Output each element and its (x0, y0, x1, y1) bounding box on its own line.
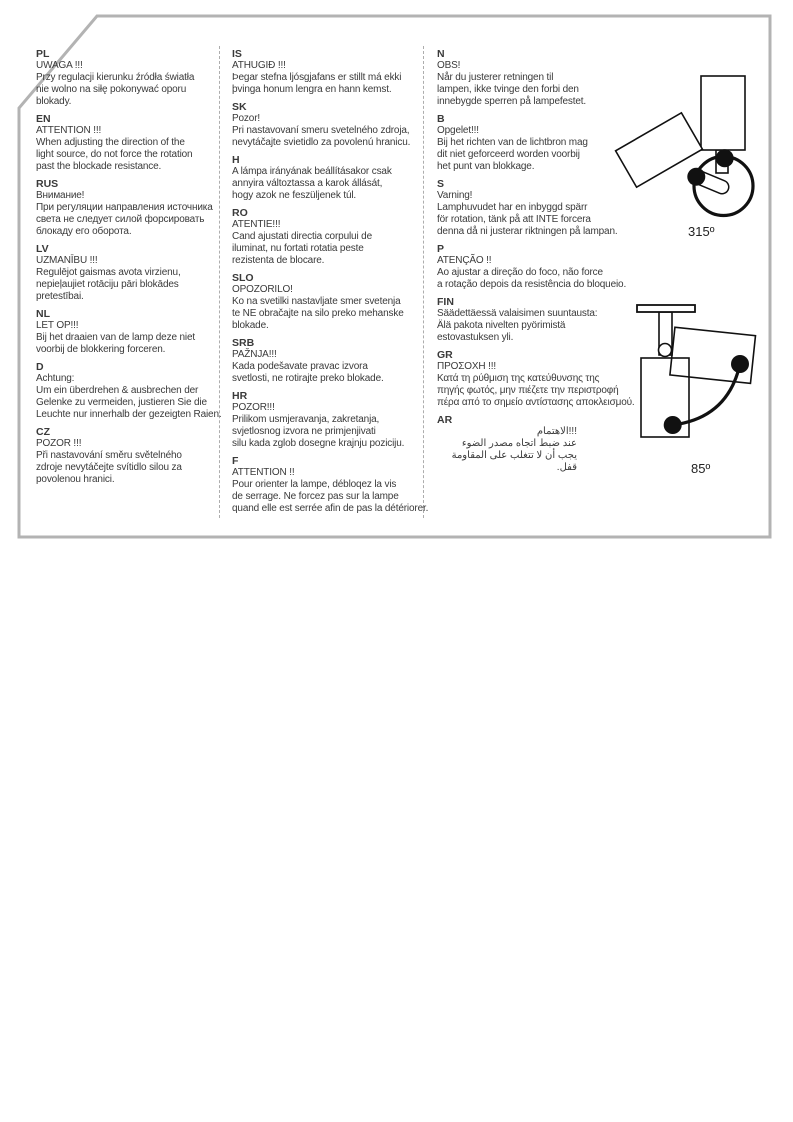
instruction-line: svetlosti, ne rotirajte preko blokade. (232, 373, 384, 384)
instruction-line: ءوضلا ردصم هاجتا طبض دنع (461, 438, 577, 449)
language-code: HR (232, 390, 248, 402)
instruction-line: ةمواقملا ىلع بلغتت ال نأ بجي (451, 450, 577, 461)
text-column-2 (232, 48, 429, 520)
language-section-b (437, 113, 622, 173)
language-code: LV (36, 243, 49, 255)
instruction-line: Przy regulacji kierunku źródła światła (36, 72, 195, 83)
language-section-n (437, 48, 622, 108)
text-column-3 (437, 48, 635, 479)
language-section-sk (232, 101, 417, 149)
ball-joint (659, 344, 672, 357)
instruction-line: .لفق (556, 462, 577, 473)
instruction-line: Pozor! (232, 113, 261, 124)
column-separator (423, 46, 424, 518)
instruction-line: voorbij de blokkering forceren. (36, 344, 166, 355)
language-code: CZ (36, 426, 50, 438)
instruction-line: UWAGA !!! (36, 60, 83, 71)
language-section-cz (36, 426, 221, 486)
instruction-line: Leuchte nur innerhalb der gezeigten Raien. (36, 409, 222, 420)
language-section-srb (232, 337, 417, 385)
instruction-line: πέρα από το σημείο αντίστασης αποκλεισμού. (437, 397, 635, 408)
instruction-line: nepieļaujiet rotāciju pāri blokādes (36, 279, 179, 290)
instruction-line: pretestībai. (36, 291, 84, 302)
instruction-line: POZOR!!! (232, 402, 275, 413)
instruction-line: innebygde sperren på lampefestet. (437, 96, 587, 107)
language-section-d (36, 361, 221, 421)
language-section-lv (36, 243, 221, 303)
language-code: H (232, 154, 240, 166)
language-section-pl (36, 48, 221, 108)
instruction-line: þvinga honum lengra en hann kemst. (232, 84, 392, 95)
rotation-arrow (673, 364, 740, 425)
instruction-line: för rotation, tänk på att INTE forcera (437, 214, 591, 225)
instruction-line: Regulējot gaismas avota virzienu, (36, 267, 181, 278)
language-code: SK (232, 101, 247, 113)
pivot-dot (731, 355, 749, 373)
instruction-line: estovastuksen yli. (437, 332, 514, 343)
instruction-line: مامتهالا!!! (536, 426, 577, 437)
language-section-gr (437, 349, 635, 409)
lamp-head-tilted (670, 327, 756, 383)
instruction-line: Внимание! (36, 190, 85, 201)
instruction-line: Cand ajustati directia corpului de (232, 231, 372, 242)
language-code: EN (36, 113, 51, 125)
instruction-line: Bij het draaien van de lamp deze niet (36, 332, 196, 343)
language-section-s (437, 178, 622, 238)
instruction-line: het punt van blokkage. (437, 161, 535, 172)
language-code: AR (437, 414, 453, 426)
instruction-line: denna då ni justerar riktningen på lampan. (437, 226, 618, 237)
language-section-hr (232, 390, 417, 450)
lamp-head-upright (701, 76, 745, 150)
language-code: IS (232, 48, 242, 60)
instruction-line: света не следует силой форсировать (36, 214, 205, 225)
instruction-line: ATTENTION !! (232, 467, 295, 478)
instruction-line: A lámpa irányának beállításakor csak (232, 166, 392, 177)
instruction-line: ΠΡΟΣΟΧΗ !!! (437, 361, 496, 372)
instruction-line: блокаду его оборота. (36, 226, 132, 237)
instruction-line: lampen, ikke tvinge den forbi den (437, 84, 579, 95)
instruction-line: light source, do not force the rotation (36, 149, 193, 160)
language-code: B (437, 113, 445, 125)
language-section-f (232, 455, 429, 515)
instruction-line: ATTENTION !!! (36, 125, 102, 136)
instruction-line: Ko na svetilki nastavljate smer svetenja (232, 296, 401, 307)
instruction-line: hogy azok ne feszüljenek túl. (232, 190, 357, 201)
instruction-line: Når du justerer retningen til (437, 72, 554, 83)
language-section-nl (36, 308, 221, 356)
instruction-line: Þegar stefna ljósgjafans er stillt má ekki (232, 72, 402, 83)
instruction-line: πηγής φωτός, μην πιέζετε την περιστροφή (437, 385, 619, 396)
instruction-line: LET OP!!! (36, 320, 79, 331)
instruction-line: Achtung: (36, 373, 75, 384)
language-section-fin (437, 296, 622, 344)
instruction-line: annyira változtassa a karok állását, (232, 178, 383, 189)
instruction-line: de serrage. Ne forcez pas sur la lampe (232, 491, 399, 502)
instruction-line: OPOZORILO! (232, 284, 293, 295)
instruction-line: Um ein überdrehen & ausbrechen der (36, 385, 199, 396)
instruction-line: quand elle est serrée afin de pas la détériorer. (232, 503, 429, 514)
instruction-line: povolenou hranici. (36, 474, 115, 485)
language-section-p (437, 243, 627, 291)
language-code: SRB (232, 337, 255, 349)
language-section-slo (232, 272, 417, 332)
rotation-angle-label: 315º (688, 224, 715, 239)
language-code: SLO (232, 272, 254, 284)
language-code: F (232, 455, 239, 467)
language-code: RO (232, 207, 248, 219)
instruction-line: Säädettäessä valaisimen suuntausta: (437, 308, 598, 319)
instruction-line: a rotação depois da resistência do bloqueio. (437, 279, 627, 290)
pivot-dot (716, 149, 734, 167)
instruction-line: te NE obračajte na silo preko mehanske (232, 308, 404, 319)
language-code: S (437, 178, 445, 190)
instruction-line: UZMANĪBU !!! (36, 255, 98, 266)
language-code: NL (36, 308, 50, 320)
instruction-line: blokade. (232, 320, 269, 331)
instruction-line: Opgelet!!! (437, 125, 479, 136)
pivot-dot (687, 168, 705, 186)
instruction-line: ATENTIE!!! (232, 219, 281, 230)
instruction-line: svjetlosnog izvora ne primjenjivati (232, 426, 376, 437)
instruction-line: blokady. (36, 96, 72, 107)
language-section-ro (232, 207, 417, 267)
language-section-ar (437, 414, 622, 474)
instruction-line: ATHUGIÐ !!! (232, 60, 286, 71)
instruction-line: Älä pakota nivelten pyörimistä (437, 320, 566, 331)
instruction-line: Ao ajustar a direção do foco, não force (437, 267, 603, 278)
instruction-line: OBS! (437, 60, 461, 71)
language-code: PL (36, 48, 50, 60)
instruction-line: POZOR !!! (36, 438, 82, 449)
pivot-dot (664, 416, 682, 434)
text-column-1 (36, 48, 221, 491)
instruction-line: nevytáčajte svietidlo za povolenú hranicu. (232, 137, 411, 148)
instruction-line: zdroje nevytáčejte svítidlo silou za (36, 462, 182, 473)
instruction-line: iluminat, nu fortati rotatia peste (232, 243, 364, 254)
language-section-h (232, 154, 417, 202)
ceiling-mount (637, 305, 695, 312)
instruction-line: silu kada zglob dosegne krajnju poziciju. (232, 438, 405, 449)
instruction-line: Varning! (437, 190, 473, 201)
language-section-en (36, 113, 221, 173)
instruction-line: Pri nastavovaní smeru svetelného zdroja, (232, 125, 410, 136)
language-code: P (437, 243, 445, 255)
language-code: RUS (36, 178, 59, 190)
instruction-line: rezistenta de blocare. (232, 255, 325, 266)
instruction-line: Lamphuvudet har en inbyggd spärr (437, 202, 588, 213)
language-section-rus (36, 178, 221, 238)
instruction-line: Kada podešavate pravac izvora (232, 361, 368, 372)
language-code: N (437, 48, 445, 60)
language-code: FIN (437, 296, 454, 308)
instruction-line: Κατά τη ρύθμιση της κατεύθυνσης της (437, 373, 600, 384)
instruction-line: dit niet geforceerd worden voorbij (437, 149, 580, 160)
instruction-line: ATENÇÃO !! (437, 255, 492, 266)
language-code: GR (437, 349, 453, 361)
instruction-line: past the blockade resistance. (36, 161, 162, 172)
language-code: D (36, 361, 44, 373)
instruction-line: Bij het richten van de lichtbron mag (437, 137, 588, 148)
rotation-angle-label: 85º (691, 461, 711, 476)
instruction-line: Pour orienter la lampe, débloqez la vis (232, 479, 397, 490)
instruction-line: nie wolno na siłę pokonywać oporu (36, 84, 187, 95)
instruction-line: Při nastavování směru světelného (36, 450, 182, 461)
language-section-is (232, 48, 417, 96)
lamp-rotation-diagram-315 (600, 60, 780, 250)
instruction-line: Gelenke zu vermeiden, justieren Sie die (36, 397, 207, 408)
instruction-line: При регуляции направления источника (36, 202, 213, 213)
instruction-line: When adjusting the direction of the (36, 137, 185, 148)
instruction-line: Prilikom usmjeravanja, zakretanja, (232, 414, 380, 425)
instruction-line: PAŽNJA!!! (232, 349, 277, 360)
